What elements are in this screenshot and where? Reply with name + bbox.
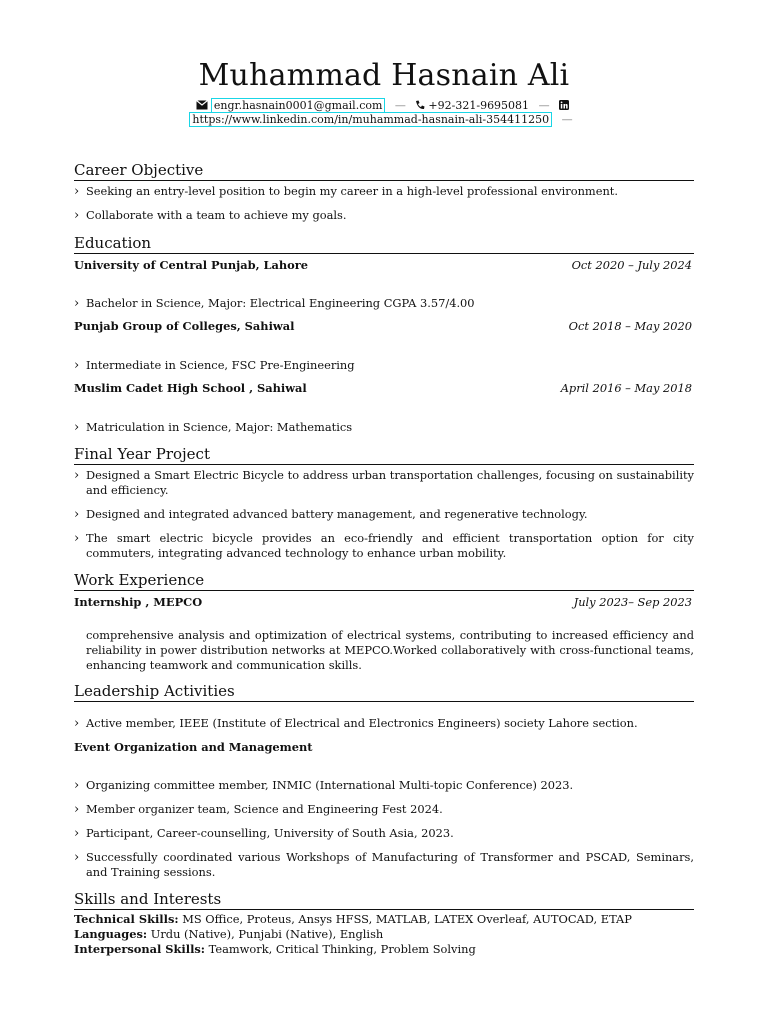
- leadership-item: › Participant, Career-counselling, University of South Asia, 2023.: [74, 826, 694, 841]
- skills-row: [74, 927, 694, 942]
- date-range: Oct 2020 – July 2024: [571, 258, 692, 272]
- education-detail: › Matriculation in Science, Major: Mathematics: [74, 420, 694, 435]
- skills-label: Interpersonal Skills:: [74, 942, 206, 956]
- leadership-item: › Active member, IEEE (Institute of Electrical and Electronics Engineers) society Lahore section.: [74, 716, 694, 731]
- date-range: April 2016 – May 2018: [560, 381, 692, 395]
- skills-label: Languages:: [74, 927, 148, 941]
- linkedin-line: [0, 113, 768, 127]
- education-entry: [74, 381, 694, 396]
- leadership-item: › Successfully coordinated various Workshops of Manufacturing of Transformer and PSCAD, Seminars, and Training sessions.: [74, 850, 694, 880]
- phone-number: +92-321-9695081: [428, 99, 530, 112]
- date-range: July 2023– Sep 2023: [573, 595, 692, 609]
- education-detail: › Bachelor in Science, Major: Electrical Engineering CGPA 3.57/4.00: [74, 296, 694, 311]
- project-item: › The smart electric bicycle provides an eco-friendly and efficient transportation option for city commuters, integrating advanced technology to enhance urban mobility.: [74, 531, 694, 561]
- date-range: Oct 2018 – May 2020: [568, 319, 692, 333]
- skills-row: [74, 912, 694, 927]
- institution-name: Muslim Cadet High School , Sahiwal: [74, 381, 307, 395]
- email-link[interactable]: engr.hasnain0001@gmail.com: [211, 98, 386, 113]
- skills-value: Teamwork, Critical Thinking, Problem Solving: [208, 942, 476, 956]
- section-heading-project: Final Year Project: [74, 445, 694, 465]
- separator: —: [538, 99, 550, 112]
- separator: —: [394, 99, 406, 112]
- work-description: comprehensive analysis and optimization of electrical systems, contributing to increased efficiency and reliability in power distribution networks at MEPCO.Worked collaboratively with cross-functional teams, enhancing teamwork and communication skills.: [86, 628, 694, 673]
- employer-name: Internship , MEPCO: [74, 595, 203, 609]
- institution-name: Punjab Group of Colleges, Sahiwal: [74, 319, 295, 333]
- section-heading-education: Education: [74, 234, 694, 254]
- work-entry: [74, 595, 694, 610]
- leadership-item: › Organizing committee member, INMIC (International Multi-topic Conference) 2023.: [74, 778, 694, 793]
- leadership-item: › Member organizer team, Science and Engineering Fest 2024.: [74, 802, 694, 817]
- section-heading-work: Work Experience: [74, 571, 694, 591]
- education-detail: › Intermediate in Science, FSC Pre-Engineering: [74, 358, 694, 373]
- skills-value: Urdu (Native), Punjabi (Native), English: [150, 927, 384, 941]
- section-heading-leadership: Leadership Activities: [74, 682, 694, 702]
- section-heading-skills: Skills and Interests: [74, 890, 694, 910]
- separator: —: [561, 113, 573, 126]
- linkedin-url-link[interactable]: https://www.linkedin.com/in/muhammad-hasnain-ali-354411250: [189, 112, 552, 127]
- institution-name: University of Central Punjab, Lahore: [74, 258, 309, 272]
- project-item: › Designed and integrated advanced battery management, and regenerative technology.: [74, 507, 694, 522]
- project-item: › Designed a Smart Electric Bicycle to address urban transportation challenges, focusing on sustainability and efficiency.: [74, 468, 694, 498]
- skills-label: Technical Skills:: [74, 912, 179, 926]
- skills-value: MS Office, Proteus, Ansys HFSS, MATLAB, LATEX Overleaf, AUTOCAD, ETAP: [182, 912, 632, 926]
- education-entry: [74, 258, 694, 273]
- section-heading-objective: Career Objective: [74, 161, 694, 181]
- education-entry: [74, 319, 694, 334]
- skills-row: [74, 942, 694, 957]
- objective-item: › Collaborate with a team to achieve my goals.: [74, 208, 694, 223]
- leadership-subheading: Event Organization and Management: [74, 740, 313, 754]
- objective-item: › Seeking an entry-level position to begin my career in a high-level professional environment.: [74, 184, 694, 199]
- candidate-name: Muhammad Hasnain Ali: [198, 58, 570, 93]
